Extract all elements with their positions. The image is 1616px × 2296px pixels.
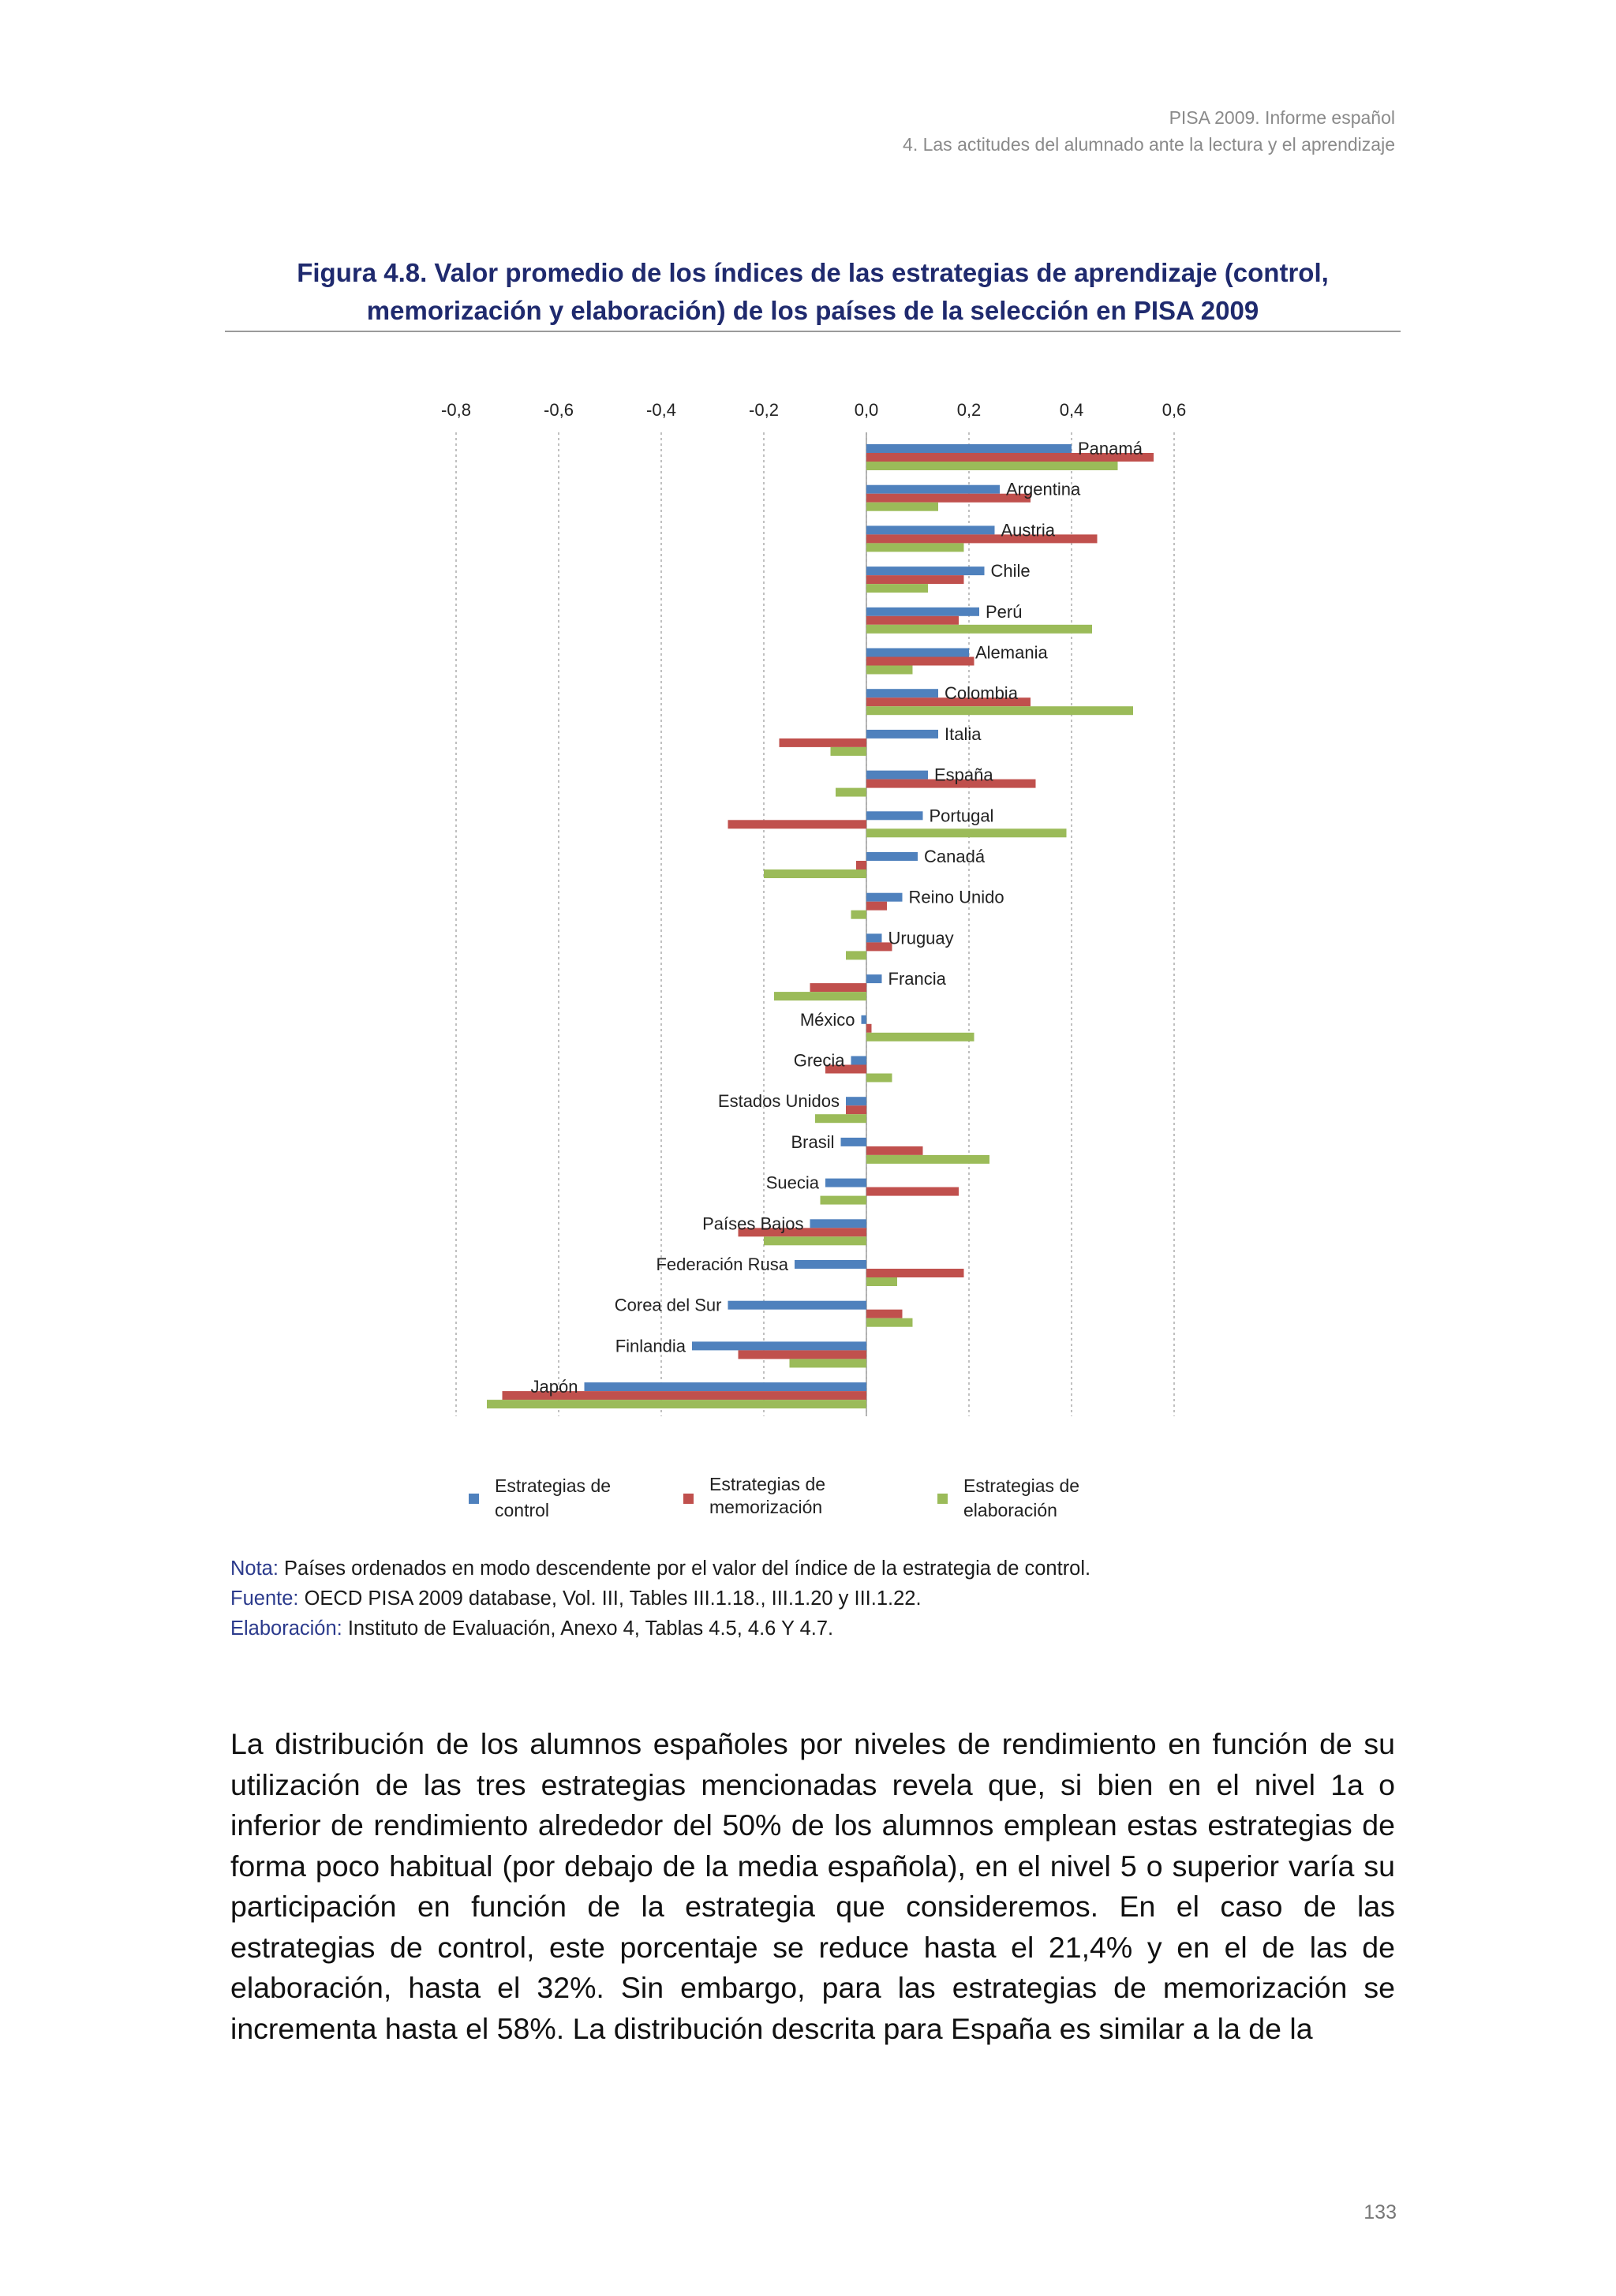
figure-title-line-2: memorización y elaboración) de los países de la selección en PISA 2009 <box>366 296 1259 325</box>
legend-label: Estrategias de <box>709 1474 826 1494</box>
bar-control <box>866 893 903 902</box>
category-label: Uruguay <box>888 928 954 948</box>
legend-label: Estrategias de <box>495 1475 612 1496</box>
category-label: Grecia <box>793 1050 845 1071</box>
bar-elaboracion <box>866 584 928 593</box>
category-label: Portugal <box>929 806 994 826</box>
category-label: Estados Unidos <box>717 1091 840 1112</box>
category-label: Panamá <box>1078 439 1143 458</box>
bar-memorizacion <box>728 820 867 828</box>
legend-label: control <box>495 1500 550 1520</box>
bar-memorizacion <box>866 1310 903 1318</box>
bar-memorizacion <box>866 575 964 584</box>
category-label: Italia <box>945 724 982 744</box>
bar-memorizacion <box>856 861 866 869</box>
note-line <box>230 1554 1090 1584</box>
bar-elaboracion <box>764 869 866 878</box>
bar-control <box>866 608 979 616</box>
category-label: Brasil <box>791 1131 835 1152</box>
legend-label: memorización <box>709 1497 823 1517</box>
bar-elaboracion <box>866 462 1118 470</box>
bar-memorizacion <box>739 1350 867 1359</box>
category-label: Suecia <box>765 1172 819 1193</box>
x-tick-label: 0,4 <box>1059 400 1084 420</box>
bar-control <box>866 689 938 697</box>
legend-swatch <box>469 1494 479 1504</box>
legend-label: elaboración <box>963 1500 1057 1520</box>
figure-title-line-1: Figura 4.8. Valor promedio de los índices de las estrategias de aprendizaje (control, <box>297 258 1329 287</box>
x-tick-label: 0,6 <box>1162 400 1187 420</box>
bar-control <box>825 1179 866 1187</box>
bar-elaboracion <box>487 1400 866 1408</box>
bar-elaboracion <box>866 543 964 552</box>
bar-elaboracion <box>774 992 866 1000</box>
bar-control <box>866 525 995 534</box>
bar-control <box>866 730 938 739</box>
bar-control <box>692 1341 866 1350</box>
bar-elaboracion <box>851 911 867 919</box>
category-label: Reino Unido <box>908 887 1004 907</box>
bar-elaboracion <box>815 1114 866 1123</box>
bar-elaboracion <box>866 1074 892 1083</box>
bar-elaboracion <box>866 1033 974 1041</box>
bar-control <box>585 1382 867 1391</box>
category-label: Argentina <box>1006 479 1081 499</box>
category-label: México <box>799 1009 855 1030</box>
bar-elaboracion <box>831 747 867 756</box>
bar-elaboracion <box>866 503 938 511</box>
elaboration-text: Instituto de Evaluación, Anexo 4, Tablas 4.5, 4.6 Y 4.7. <box>342 1617 834 1640</box>
bar-elaboracion <box>866 1155 989 1164</box>
category-label: Chile <box>990 561 1031 581</box>
bar-memorizacion <box>780 739 867 747</box>
bar-memorizacion <box>866 902 887 911</box>
category-label: España <box>934 765 993 785</box>
category-label: Japón <box>530 1377 578 1397</box>
bar-elaboracion <box>866 1318 913 1327</box>
bar-memorizacion <box>866 1024 872 1033</box>
legend-label: Estrategias de <box>963 1475 1080 1496</box>
bar-memorizacion <box>866 1269 964 1277</box>
bar-control <box>862 1015 867 1024</box>
note-label: Nota: <box>230 1557 279 1580</box>
bar-elaboracion <box>866 828 1067 837</box>
bar-memorizacion <box>866 1146 923 1155</box>
bar-elaboracion <box>790 1359 867 1367</box>
bar-control <box>866 444 1072 453</box>
bar-control <box>866 811 923 820</box>
bar-memorizacion <box>866 534 1098 543</box>
category-label: Alemania <box>975 642 1048 663</box>
legend-swatch <box>937 1494 948 1504</box>
x-tick-label: -0,2 <box>749 400 779 420</box>
bar-elaboracion <box>866 1277 897 1286</box>
category-label: Colombia <box>945 683 1018 704</box>
bar-control <box>851 1056 867 1065</box>
bar-control <box>866 852 918 861</box>
x-tick-label: 0,0 <box>854 400 879 420</box>
x-tick-label: -0,6 <box>544 400 574 420</box>
category-label: Canadá <box>924 847 986 866</box>
bar-elaboracion <box>866 666 913 675</box>
bar-control <box>866 485 1000 494</box>
category-label: Federación Rusa <box>656 1255 788 1274</box>
bar-memorizacion <box>846 1105 866 1114</box>
category-label: Finlandia <box>615 1336 686 1356</box>
bar-control <box>846 1097 866 1105</box>
source-text: OECD PISA 2009 database, Vol. III, Tables III.1.18., III.1.20 y III.1.22. <box>298 1587 922 1610</box>
elaboration-label: Elaboración: <box>230 1617 342 1640</box>
bar-elaboracion <box>764 1236 866 1245</box>
source-label: Fuente: <box>230 1587 299 1610</box>
category-label: Perú <box>986 601 1023 622</box>
elaboration-line <box>230 1614 1090 1643</box>
bar-memorizacion <box>866 657 974 666</box>
category-label: Austria <box>1001 520 1055 540</box>
bar-control <box>866 649 969 657</box>
bar-control <box>728 1301 867 1310</box>
bar-control <box>810 1219 867 1228</box>
bar-control <box>841 1138 867 1146</box>
bar-memorizacion <box>810 983 867 992</box>
bar-control <box>795 1260 866 1269</box>
body-paragraph: La distribución de los alumnos españoles por niveles de rendimiento en función de su utilización de las tres estrategias mencionadas revela que, si bien en el nivel 1a o inferior de rendimiento alrededor del 50% de los alumnos emplean estas estrategias de forma poco habitual (por debajo de la media española), en el nivel 5 o superior varía su participación en función de la estrategia que consideremos. En el caso de las estrategias de control, este porcentaje se reduce hasta el 21,4% y en el de las de elaboración, hasta el 32%. Sin embargo, para las estrategias de memorización se incrementa hasta el 58%. La distribución descrita para España es similar a la de la <box>230 1727 1395 2045</box>
bar-memorizacion <box>866 616 959 625</box>
bar-control <box>866 974 882 983</box>
category-label: Países Bajos <box>702 1213 804 1234</box>
header-line-1: PISA 2009. Informe español <box>1169 107 1395 128</box>
source-line <box>230 1584 1090 1614</box>
bar-control <box>866 567 985 575</box>
bar-memorizacion <box>866 1187 959 1196</box>
category-label: Francia <box>888 969 946 989</box>
figure-notes <box>230 1554 1090 1643</box>
bar-elaboracion <box>866 625 1092 634</box>
bar-elaboracion <box>866 706 1133 715</box>
bar-control <box>866 933 882 942</box>
x-tick-label: -0,4 <box>646 400 676 420</box>
page-number: 133 <box>1364 2201 1397 2223</box>
bar-control <box>866 771 928 780</box>
category-label: Corea del Sur <box>614 1295 722 1315</box>
bar-elaboracion <box>836 788 866 797</box>
note-text: Países ordenados en modo descendente por el valor del índice de la estrategia de control. <box>278 1557 1091 1580</box>
header-line-2: 4. Las actitudes del alumnado ante la lectura y el aprendizaje <box>903 134 1395 155</box>
x-tick-label: 0,2 <box>956 400 982 420</box>
legend-swatch <box>683 1494 694 1504</box>
x-tick-label: -0,8 <box>441 400 471 420</box>
bar-elaboracion <box>846 951 866 959</box>
bar-elaboracion <box>821 1196 867 1205</box>
